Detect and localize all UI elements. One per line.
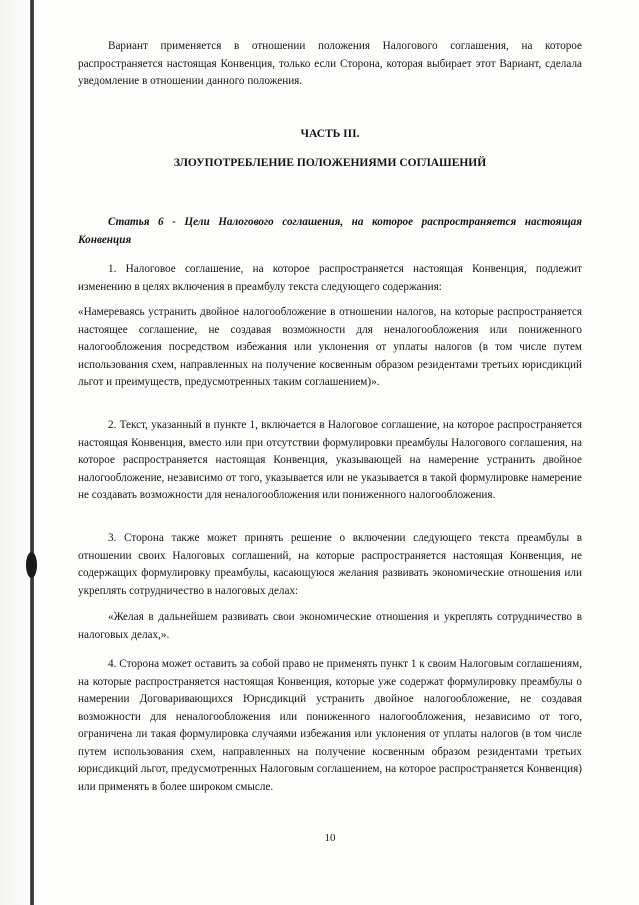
paragraph-quote-2: «Желая в дальнейшем развивать свои экономические отношения и укреплять сотрудничество в налоговых делах,».: [78, 611, 582, 641]
part-title: ЗЛОУПОТРЕБЛЕНИЕ ПОЛОЖЕНИЯМИ СОГЛАШЕНИЙ: [173, 157, 487, 169]
paragraph-1: 1. Налоговое соглашение, на которое распространяется настоящая Конвенция, подлежит изменению в целях включения в преамбулу текста следующего содержания:: [78, 263, 582, 293]
page-number: 10: [324, 832, 336, 844]
paragraph-3: 3. Сторона также может принять решение о включении следующего текста преамбулы в отношении своих Налоговых соглашений, на которые распространяется настоящая Конвенция, не содержащих формулировку преамбулы, касающуюся желания развивать экономические отношения или укреплять сотрудничество в налоговых делах:: [78, 532, 582, 597]
scan-binding-edge: [30, 0, 34, 905]
intro-paragraph: Вариант применяется в отношении положения Налогового соглашения, на которое распространяется настоящая Конвенция, только если Сторона, которая выбирает этот Вариант, сделала уведомление в отношении данного положения.: [78, 40, 582, 87]
punch-hole-mark: [26, 552, 37, 578]
paragraph-2: 2. Текст, указанный в пункте 1, включается в Налоговое соглашение, на которое распространяется настоящая Конвенция, вместо или при отсутствии формулировки преамбулы Налогового соглашения, на которое распространяется настоящая Конвенция, указывающей на намерение устранить двойное налогообложение, независимо от того, указывается или не указывается в такой формулировке намерение не создавать возможности для неналогообложения или пониженного налогообложения.: [78, 419, 582, 501]
scan-margin-shadow: [0, 0, 30, 905]
paragraph-4: 4. Сторона может оставить за собой право не применять пункт 1 к своим Налоговым соглашениям, на которые распространяется настоящая Конвенция, которые уже содержат формулировку преамбулы о намерении Договаривающихся Юрисдикций устранить двойное налогообложение, не создавая возможности для неналогообложения или пониженного налогообложения, независимо от того, ограничена ли такая формулировка случаями избежания или уклонения от уплаты налогов (в том числе путем использования схем, направленных на получение косвенным образом резидентами третьих юрисдикций льгот, предусмотренных Налоговым соглашением, на которое распространяется Конвенция) или применять в более широком смысле.: [78, 658, 582, 793]
paragraph-quote-1: «Намереваясь устранить двойное налогообложение в отношении налогов, на которые распространяется настоящее соглашение, не создавая возможности для неналогообложения или пониженного налогообложения посредством избежания или уклонения от уплаты налогов (в том числе путем использования схем, направленных на получение косвенным образом резидентами третьих юрисдикций льгот и преимуществ, предусмотренных таким соглашением)».: [78, 306, 582, 388]
part-heading: ЧАСТЬ III.: [300, 128, 360, 140]
article-title: Статья 6 - Цели Налогового соглашения, на которое распространяется настоящая Конвенция: [78, 216, 582, 246]
